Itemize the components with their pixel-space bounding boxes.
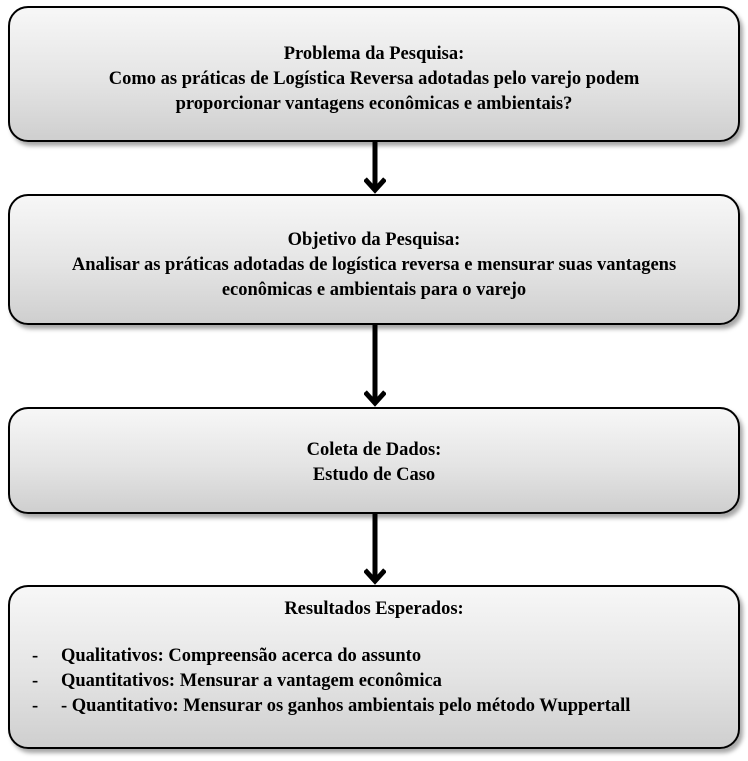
step-text-line: Como as práticas de Logística Reversa adotadas pelo varejo podem — [108, 69, 640, 89]
down-arrow-icon — [364, 142, 386, 194]
step-title: Coleta de Dados: — [306, 440, 442, 460]
step-box-resultados — [8, 585, 740, 749]
list-item-text: Qualitativos: Compreensão acerca do assunto — [61, 646, 422, 666]
step-title: Problema da Pesquisa: — [283, 44, 465, 64]
down-arrow-icon — [364, 514, 386, 585]
list-item — [32, 669, 738, 694]
step-text-line: Analisar as práticas adotadas de logística reversa e mensurar suas vantagens — [71, 255, 677, 275]
step-text-line: proporcionar vantagens econômicas e ambientais? — [175, 94, 573, 114]
list-bullet: - — [32, 696, 39, 716]
list-bullet: - — [32, 671, 39, 691]
down-arrow-icon — [364, 325, 386, 407]
list-item — [32, 644, 738, 669]
step-title: Resultados Esperados: — [284, 599, 464, 619]
list-item-text: Quantitativos: Mensurar a vantagem econômica — [61, 671, 442, 691]
list-bullet: - — [32, 646, 39, 666]
step-text-line: Estudo de Caso — [312, 465, 436, 485]
list-item — [32, 694, 738, 719]
results-list — [10, 644, 738, 719]
step-title: Objetivo da Pesquisa: — [287, 230, 461, 250]
step-box-objetivo — [8, 194, 740, 325]
list-item-text: - Quantitativo: Mensurar os ganhos ambientais pelo método Wuppertall — [61, 696, 631, 716]
step-text-line: econômicas e ambientais para o varejo — [221, 280, 527, 300]
step-box-problema — [8, 6, 740, 142]
step-box-coleta — [8, 407, 740, 514]
